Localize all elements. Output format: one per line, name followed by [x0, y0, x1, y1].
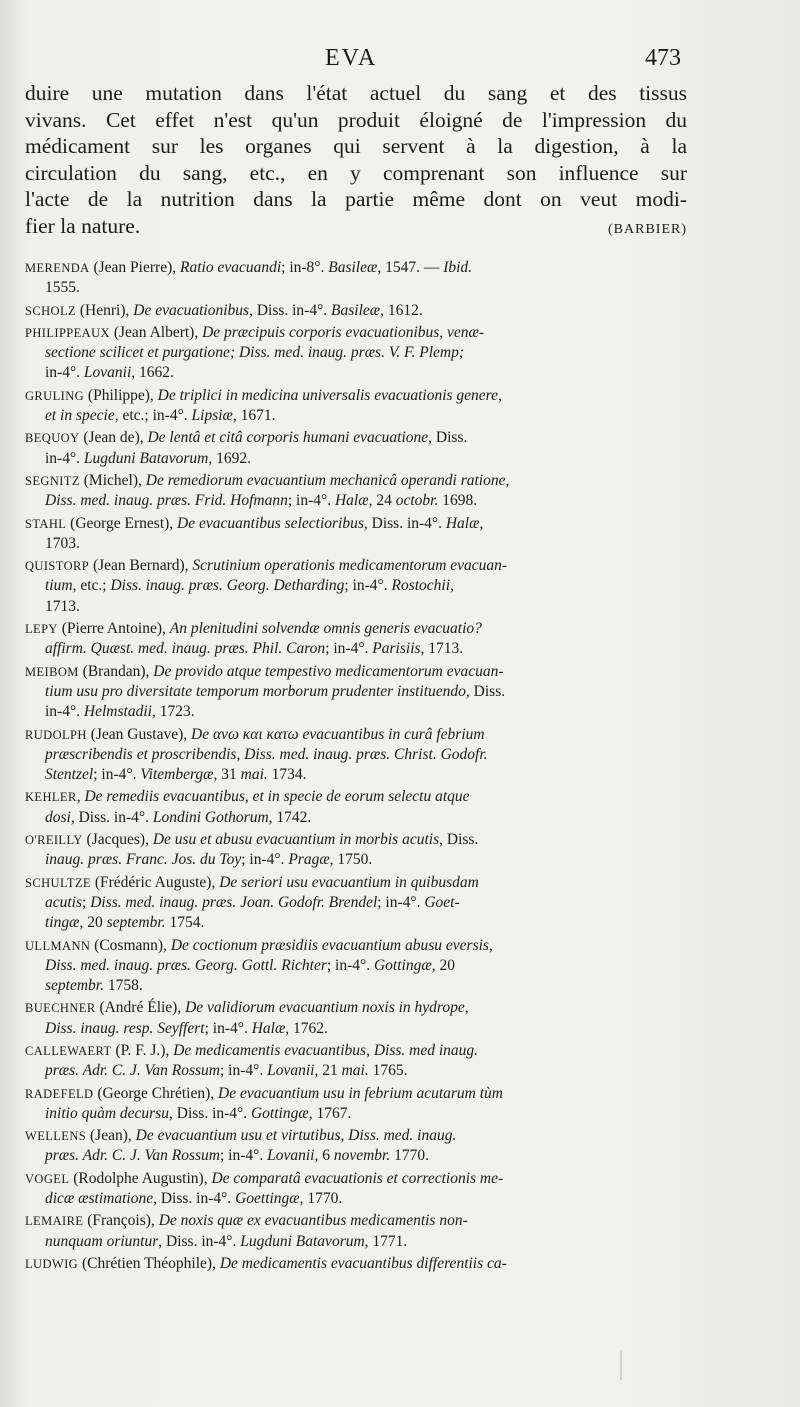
- entry-title: nunquam oriuntur: [45, 1232, 159, 1250]
- entry-text: (Brandan),: [78, 662, 154, 680]
- entry-line: [25, 1104, 687, 1124]
- entry-text: , 1662.: [131, 364, 174, 382]
- entry-author: RUDOLPH: [25, 727, 87, 742]
- entry-line: [25, 976, 687, 996]
- entry-line: [25, 1232, 687, 1252]
- entry-title: Londini Gothorum: [152, 808, 269, 826]
- entry-text: , etc.; in-4°.: [114, 407, 192, 425]
- entry-author: LEMAIRE: [25, 1214, 84, 1229]
- entry-text: (George Ernest),: [66, 514, 178, 532]
- bibliography-entry: [25, 323, 687, 384]
- bibliography-entry: [25, 662, 687, 723]
- entry-text: , 1692.: [208, 449, 251, 467]
- entry-line: [25, 363, 687, 383]
- bibliography-entry: [25, 725, 687, 786]
- entry-title: Rostochii: [391, 577, 451, 595]
- entry-line: [25, 1061, 687, 1081]
- entry-line: [25, 765, 687, 785]
- entry-title: De provido atque tempestivo medicamentorum evacuan-: [153, 662, 504, 680]
- entry-author: MERENDA: [25, 261, 90, 275]
- entry-line: [25, 682, 687, 702]
- entry-text: (Jean Bernard),: [89, 557, 193, 575]
- entry-text: (Jean Pierre),: [89, 259, 180, 276]
- entry-line: [25, 1041, 687, 1061]
- entry-title: De præcipuis corporis evacuationibus, venæ-: [202, 323, 485, 341]
- entry-text: in-4°.: [45, 364, 84, 382]
- entry-title: Goettingæ: [235, 1190, 300, 1208]
- entry-text: , 31: [213, 766, 241, 784]
- entry-title: Lipsiæ: [191, 407, 233, 425]
- entry-text: (Chrétien Théophile),: [78, 1254, 220, 1272]
- entry-text: , 6: [314, 1147, 334, 1165]
- entry-line: [25, 449, 687, 469]
- entry-text: , Diss. in-4°.: [363, 514, 446, 532]
- entry-line: [25, 998, 687, 1018]
- entry-line: [25, 662, 687, 682]
- bibliography-entry: [25, 471, 687, 512]
- entry-title: Lovanii: [267, 1147, 315, 1165]
- entry-author: SCHULTZE: [25, 875, 91, 890]
- entry-text: , etc.;: [72, 577, 111, 595]
- running-head: [0, 45, 800, 75]
- entry-line: [25, 534, 687, 554]
- paragraph-line: médicament sur les organes qui servent à la digestion, à la: [25, 134, 687, 158]
- entry-title: Goet-: [424, 893, 460, 911]
- entry-line: [25, 514, 687, 534]
- entry-text: , Diss. in-4°.: [169, 1104, 251, 1122]
- entry-title: De ανω και κατω evacuantibus in curâ febrium: [191, 725, 485, 743]
- entry-text: , 1771.: [364, 1232, 408, 1250]
- entry-line: [25, 323, 687, 343]
- entry-title: Parisiis: [372, 640, 421, 658]
- entry-title: mai.: [341, 1062, 369, 1080]
- bibliography-entry: [25, 1169, 687, 1210]
- entry-text: , Diss.: [465, 682, 506, 700]
- bibliography-entry: [25, 830, 687, 871]
- entry-line: [25, 745, 687, 765]
- entry-text: 1758.: [103, 977, 143, 995]
- entry-title: De validiorum evacuantium noxis in hydrope: [185, 999, 465, 1017]
- entry-text: in-4°.: [45, 703, 84, 721]
- entry-title: Diss. med. inaug. præs. Frid. Hofmann: [45, 492, 288, 510]
- entry-text: , 1767.: [308, 1104, 352, 1122]
- entry-title: Ibid.: [443, 259, 473, 276]
- entry-line: [25, 850, 687, 870]
- entry-title: De usu et abusu evacuantium in morbis acutis: [152, 831, 440, 849]
- bibliography-entry: [25, 936, 687, 997]
- bibliography-entry: [25, 1084, 687, 1125]
- entry-text: (Philippe),: [84, 386, 158, 404]
- entry-line: [25, 619, 687, 639]
- entry-title: De comparatâ evacuationis et correctionis me-: [211, 1169, 504, 1187]
- author-signature: (BARBIER): [608, 221, 687, 237]
- entry-text: in-4°.: [45, 449, 84, 467]
- entry-title: An plenitudini solvendæ omnis generis evacuatio?: [169, 620, 482, 638]
- entry-text: ;: [82, 893, 91, 911]
- entry-text: (Jean),: [86, 1127, 136, 1145]
- entry-author: SEGNITZ: [25, 473, 80, 488]
- entry-text: , 20: [79, 914, 107, 932]
- entry-title: Lugduni Batavorum: [83, 449, 209, 467]
- entry-text: ; in-4°.: [325, 640, 373, 658]
- bibliography-entry: [25, 1211, 687, 1252]
- bibliography-entry: [25, 1126, 687, 1167]
- entry-title: De evacuantium usu in febrium acutarum tùm: [218, 1084, 504, 1102]
- entry-line: [25, 278, 687, 298]
- entry-line: [25, 936, 687, 956]
- entry-title: De noxis quæ ex evacuantibus medicamentis non-: [158, 1212, 468, 1230]
- entry-title: præs. Adr. C. J. Van Rossum: [45, 1062, 220, 1080]
- entry-author: ULLMANN: [25, 938, 91, 953]
- entry-title: Lugduni Batavorum: [240, 1232, 365, 1250]
- entry-title: De medicamentis evacuantibus differentiis ca-: [219, 1254, 507, 1272]
- entry-line: [25, 1211, 687, 1231]
- entry-title: et in specie: [45, 407, 115, 425]
- bibliography-entry: [25, 514, 687, 555]
- entry-line: [25, 386, 687, 406]
- entry-line: [25, 956, 687, 976]
- entry-text: , 1723.: [151, 703, 195, 721]
- bibliography-entry: [25, 619, 687, 660]
- entry-title: De triplici in medicina universalis evacuationis genere,: [157, 386, 502, 404]
- entry-text: , 21: [314, 1062, 342, 1080]
- entry-text: ,: [340, 1127, 349, 1145]
- entry-title: dicæ æstimatione: [45, 1190, 154, 1208]
- entry-text: ; in-8°.: [281, 259, 329, 276]
- entry-text: (André Élie),: [95, 999, 186, 1017]
- entry-title: De remediis evacuantibus, et in specie de eorum selectu atque: [84, 788, 470, 806]
- bibliography-entry: [25, 1041, 687, 1082]
- entry-text: , 1770.: [299, 1190, 343, 1208]
- entry-text: ; in-4°.: [219, 1147, 268, 1165]
- entry-text: 1770.: [390, 1147, 429, 1165]
- entry-author: O'REILLY: [25, 833, 83, 848]
- entry-title: octobr.: [395, 492, 439, 510]
- entry-author: PHILIPPEAUX: [25, 325, 110, 340]
- entry-title: Diss. med inaug.: [373, 1041, 479, 1059]
- entry-text: (Frédéric Auguste),: [90, 873, 220, 891]
- entry-line: [25, 301, 687, 321]
- entry-text: (Rodolphe Augustin),: [69, 1169, 212, 1187]
- entry-title: dosi: [45, 808, 71, 826]
- entry-text: (Pierre Antoine),: [57, 620, 170, 638]
- entry-title: De coctionum præsidiis evacuantium abusu eversis: [170, 936, 489, 954]
- entry-text: ; in-4°.: [326, 956, 374, 974]
- entry-title: Ratio evacuandi: [179, 259, 282, 276]
- entry-line: [25, 1084, 687, 1104]
- entry-title: affirm. Quæst. med. inaug. præs. Phil. Caron: [45, 640, 326, 658]
- paragraph-line: duire une mutation dans l'état actuel du sang et des tissus: [25, 81, 687, 105]
- entry-title: novembr.: [333, 1147, 391, 1165]
- entry-text: , 1742.: [268, 808, 312, 826]
- entry-title: Diss. med. inaug. præs. Joan. Godofr. Brendel: [90, 893, 378, 911]
- entry-text: 1713.: [45, 597, 80, 615]
- entry-text: 1734.: [267, 766, 307, 784]
- entry-title: tingæ: [45, 914, 80, 932]
- paragraph-line: circulation du sang, etc., en y comprenant son influence sur: [25, 160, 687, 185]
- entry-line: [25, 702, 687, 722]
- entry-author: KEHLER: [25, 790, 77, 805]
- paragraph-line: vivans. Cet effet n'est qu'un produit éloigné de l'impression du: [25, 107, 687, 132]
- entry-author: LUDWIG: [25, 1256, 79, 1271]
- entry-line: [25, 1146, 687, 1166]
- entry-line: [25, 639, 687, 659]
- entry-text: , 24: [368, 492, 396, 510]
- bibliography-entry: [25, 787, 687, 828]
- entry-title: tium: [45, 577, 73, 595]
- margin-mark: [620, 1350, 622, 1380]
- entry-line: [25, 1169, 687, 1189]
- entry-title: De evacuantium usu et virtutibus: [135, 1127, 341, 1145]
- entry-text: , Diss. in-4°.: [249, 301, 332, 319]
- entry-text: , 1750.: [329, 851, 373, 869]
- entry-text: , Diss. in-4°.: [158, 1232, 241, 1250]
- bibliography-entry: [25, 556, 687, 617]
- entry-text: , 1671.: [232, 407, 276, 425]
- entry-text: , 1713.: [420, 640, 464, 658]
- entry-title: Diss. med. inaug. præs. Christ. Godofr.: [244, 745, 488, 763]
- entry-title: Basileæ: [328, 259, 378, 276]
- entry-line: [25, 258, 687, 278]
- entry-line: [25, 471, 687, 491]
- entry-title: Basileæ: [331, 301, 381, 319]
- entry-title: Diss. inaug. resp. Seyffert: [45, 1019, 205, 1037]
- entry-text: 1754.: [165, 914, 205, 932]
- entry-author: GRULING: [25, 388, 85, 403]
- entry-author: RADEFELD: [25, 1086, 94, 1101]
- entry-line: [25, 576, 687, 596]
- entry-author: STAHL: [25, 516, 67, 531]
- entry-title: Pragæ: [288, 851, 330, 869]
- entry-text: ,: [236, 745, 245, 763]
- entry-text: 1703.: [45, 534, 80, 552]
- entry-text: , 20: [431, 956, 455, 974]
- entry-text: ; in-4°.: [344, 577, 392, 595]
- bibliography-entry: [25, 258, 687, 299]
- running-head-word: EVA: [325, 45, 378, 71]
- entry-title: Lovanii: [267, 1062, 315, 1080]
- entry-title: mai.: [240, 766, 268, 784]
- entry-text: (Henri),: [76, 301, 134, 319]
- entry-text: (François),: [83, 1212, 159, 1230]
- entry-author: LEPY: [25, 622, 58, 637]
- entry-line: [25, 1126, 687, 1146]
- entry-author: MEIBOM: [25, 664, 79, 679]
- entry-line: [25, 343, 687, 363]
- entry-text: ,: [464, 999, 469, 1017]
- entry-author: WELLENS: [25, 1129, 87, 1144]
- entry-text: (Jacques),: [82, 831, 153, 849]
- entry-text: ; in-4°.: [241, 851, 289, 869]
- entry-line: [25, 830, 687, 850]
- entry-title: Vitembergæ: [140, 766, 214, 784]
- entry-text: , 1547. —: [377, 259, 444, 276]
- entry-line: [25, 873, 687, 893]
- entry-title: Stentzel: [45, 766, 94, 784]
- bibliography-entry: [25, 1254, 687, 1274]
- entry-line: [25, 428, 687, 448]
- entry-line: [25, 556, 687, 576]
- entry-line: [25, 913, 687, 933]
- paragraph-line: fier la nature.: [25, 213, 141, 238]
- entry-line: [25, 725, 687, 745]
- entry-text: (Michel),: [79, 471, 146, 489]
- entry-author: QUISTORP: [25, 559, 90, 574]
- entry-title: De evacuationibus: [133, 301, 250, 319]
- entry-text: (George Chrétien),: [93, 1084, 219, 1102]
- bibliography-entry: [25, 301, 687, 321]
- entry-text: 1555.: [45, 279, 80, 297]
- entry-text: ,: [366, 1041, 374, 1059]
- entry-title: tium usu pro diversitate temporum morborum prudenter instituendo: [45, 682, 466, 700]
- entry-title: Halæ: [334, 492, 369, 510]
- entry-title: Gottingæ: [250, 1104, 309, 1122]
- entry-text: (P. F. J.),: [111, 1041, 174, 1059]
- entry-text: ; in-4°.: [377, 893, 425, 911]
- continued-paragraph: [25, 80, 687, 243]
- entry-title: præs. Adr. C. J. Van Rossum: [45, 1147, 220, 1165]
- entry-line: [25, 491, 687, 511]
- entry-text: ; in-4°.: [287, 492, 335, 510]
- entry-line: [25, 1019, 687, 1039]
- entry-text: , Diss. in-4°.: [153, 1190, 236, 1208]
- entry-title: acutis: [45, 893, 83, 911]
- entry-line: [25, 406, 687, 426]
- page-number: 473: [645, 45, 681, 71]
- entry-text: (Jean de),: [79, 429, 148, 447]
- entry-text: ,: [450, 577, 454, 595]
- entry-line: [25, 893, 687, 913]
- entry-title: De lentâ et citâ corporis humani evacuatione: [147, 429, 429, 447]
- entry-title: Halæ: [445, 514, 480, 532]
- entry-line: [25, 787, 687, 807]
- entry-text: , 1762.: [285, 1019, 328, 1037]
- entry-title: Scrutinium operationis medicamentorum evacuan-: [192, 557, 508, 575]
- paragraph-last-line: [25, 213, 687, 244]
- entry-title: De evacuantibus selectioribus: [177, 514, 364, 532]
- entry-title: De remediorum evacuantium mechanicâ operandi ratione,: [145, 471, 510, 489]
- entry-line: [25, 597, 687, 617]
- entry-text: (Jean Gustave),: [86, 725, 191, 743]
- entry-text: ,: [479, 514, 484, 532]
- entry-text: , Diss.: [428, 429, 468, 447]
- entry-text: (Cosmann),: [90, 936, 171, 954]
- entry-title: Halæ: [251, 1019, 286, 1037]
- entry-title: De medicamentis evacuantibus: [173, 1041, 367, 1059]
- entry-title: Helmstadii: [83, 703, 152, 721]
- entry-text: (Jean Albert),: [109, 323, 203, 341]
- entry-text: ,: [76, 788, 85, 806]
- entry-text: , Diss.: [439, 831, 479, 849]
- bibliography-entry: [25, 998, 687, 1039]
- entry-text: ,: [488, 936, 493, 954]
- entry-text: , 1612.: [380, 301, 423, 319]
- bibliography-entry: [25, 873, 687, 934]
- entry-line: [25, 1189, 687, 1209]
- entry-title: De seriori usu evacuantium in quibusdam: [219, 873, 479, 891]
- entry-title: initio quàm decursu: [45, 1104, 169, 1122]
- entry-title: sectione scilicet et purgatione; Diss. med. inaug. præs. V. F. Plemp;: [45, 344, 465, 362]
- entry-title: inaug. præs. Franc. Jos. du Toy: [45, 851, 242, 869]
- entry-author: CALLEWAERT: [25, 1043, 112, 1058]
- entry-line: [25, 808, 687, 828]
- entry-author: SCHOLZ: [25, 303, 77, 318]
- entry-title: Gottingæ: [373, 956, 432, 974]
- entry-title: Diss. med. inaug. præs. Georg. Gottl. Richter: [45, 956, 327, 974]
- entry-text: , Diss. in-4°.: [70, 808, 153, 826]
- bibliography-entry: [25, 386, 687, 427]
- entry-title: præscribendis et proscribendis: [45, 745, 237, 763]
- bibliography-list: [25, 258, 687, 1276]
- entry-text: 1698.: [438, 492, 478, 510]
- entry-author: VOGEL: [25, 1171, 70, 1186]
- bibliography-entry: [25, 428, 687, 469]
- entry-author: BEQUOY: [25, 431, 80, 446]
- entry-title: septembr.: [45, 977, 104, 995]
- entry-text: ; in-4°.: [93, 766, 141, 784]
- entry-author: BUECHNER: [25, 1001, 96, 1016]
- entry-line: [25, 1254, 687, 1274]
- entry-text: 1765.: [368, 1062, 408, 1080]
- entry-title: Diss. med. inaug.: [348, 1127, 457, 1145]
- entry-text: ; in-4°.: [204, 1019, 252, 1037]
- entry-title: septembr.: [106, 914, 166, 932]
- entry-title: Lovanii: [83, 364, 132, 382]
- entry-title: Diss. inaug. præs. Georg. Detharding: [110, 577, 345, 595]
- paragraph-line: l'acte de la nutrition dans la partie même dont on veut modi-: [25, 187, 687, 211]
- entry-text: ; in-4°.: [219, 1062, 268, 1080]
